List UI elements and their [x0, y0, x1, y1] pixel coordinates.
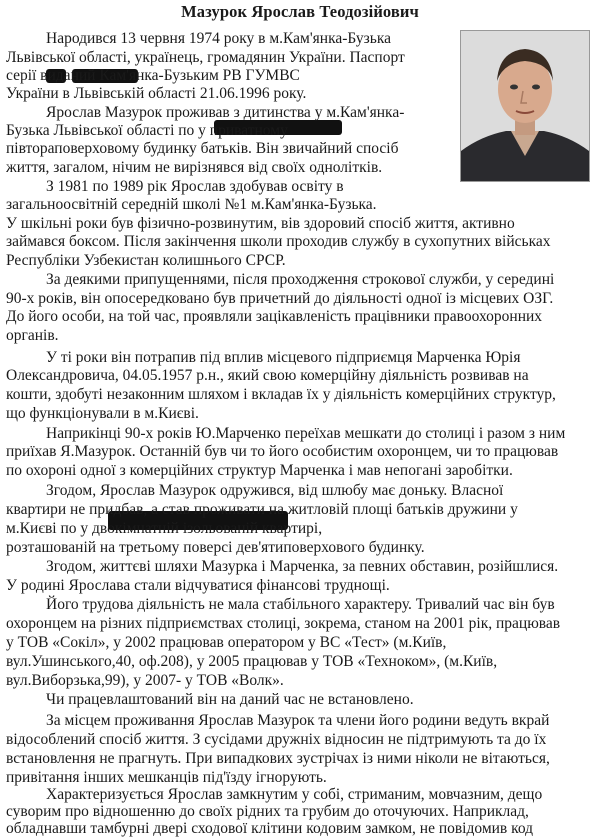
line-16: До його особи, на той час, проявляли зацікавленість працівники правоохоронних [6, 308, 543, 325]
line-34: вул.Ушинського,40, оф.208), у 2005 працював у ТОВ «Техноком», (м.Київ, [6, 653, 498, 670]
line-8: життя, загалом, нічим не вирізнявся від своїх однолітків. [6, 159, 383, 176]
line-15: 90-х років, він опосередковано був причетний до діяльності одної із місцевих ОЗГ. [6, 290, 554, 307]
line-9: З 1981 по 1989 рік Ярослав здобував освіту в [46, 178, 344, 195]
line-17: органів. [6, 327, 59, 344]
line-43: обладнавши тамбурні двері сходової клітини кодовим замком, не повідомив код [6, 820, 534, 837]
line-19: Олександровича, 04.05.1957 р.н., який свою комерційну діяльність розвивав на [6, 367, 529, 384]
line-10: загальноосвітній середній школі №1 м.Кам'янка-Бузька. [6, 196, 377, 213]
line-27: м.Києві по у двокімнатній ізольованій квартирі, [6, 520, 323, 537]
line-3: серії виданий Кам'янка-Бузьким РВ ГУМВС [6, 67, 300, 84]
line-42: суворим про відношенню до своїх рідних та грубим до оточуючих. Наприклад, [6, 803, 529, 820]
line-11: У шкільні роки був фізично-розвинутим, вів здоровий спосіб життя, активно [6, 215, 515, 232]
line-2: Львівської області, українець, громадянин України. Паспорт [6, 49, 405, 66]
line-37: За місцем проживання Ярослав Мазурок та члени його родини ведуть вкрай [46, 712, 550, 729]
line-25: Згодом, Ярослав Мазурок одружився, від шлюбу має доньку. Власної [46, 482, 504, 499]
line-14: За деякими припущеннями, після проходження строкової служби, у середині [46, 271, 555, 288]
line-31: Його трудова діяльність не мала стабільного характеру. Тривалий час він був [46, 596, 555, 613]
line-20: кошти, здобуті незаконним шляхом і вкладав їх у діяльність комерційних структур, [6, 386, 556, 403]
line-35: вул.Виборзька,99), у 2007- у ТОВ «Волк». [6, 672, 284, 689]
line-13: Республіки Узбекистан колишнього СРСР. [6, 252, 286, 269]
line-29: Згодом, життєві шляхи Мазурка і Марченка, за певних обставин, розійшлися. [46, 558, 559, 575]
line-12: займався боксом. Після закінчення школи проходив службу в сухопутних військах [6, 233, 551, 250]
line-26: квартири не придбав, а став проживати на житловій площі батьків дружини у [6, 501, 518, 518]
line-36: Чи працевлаштований він на даний час не встановлено. [46, 691, 414, 708]
line-6: Бузька Львівської області по у приватному [6, 122, 288, 139]
line-1: Народився 13 червня 1974 року в м.Кам'янка-Бузька [46, 30, 392, 47]
line-33: у ТОВ «Сокіл», у 2002 працював оператором у ВС «Тест» (м.Київ, [6, 634, 447, 651]
line-39: встановлення не прагнуть. При випадкових зустрічах із ними ніколи не вітаються, [6, 750, 550, 767]
line-5: Ярослав Мазурок проживав з дитинства у м.Кам'янка- [46, 104, 405, 121]
line-28: розташованій на третьому поверсі дев'ятиповерхового будинку. [6, 539, 425, 556]
document-title: Мазурок Ярослав Теодозійович [181, 2, 419, 21]
line-22: Наприкінці 90-х років Ю.Марченко переїхав мешкати до столиці і разом з ним [46, 425, 566, 442]
line-7: півтораповерховому будинку батьків. Він звичайний спосіб [6, 140, 399, 157]
line-23: приїхав Я.Мазурок. Останній був чи то його особистим охоронцем, чи то працював [6, 443, 559, 460]
line-30: У родині Ярослава стали відчуватися фінансові труднощі. [6, 577, 390, 594]
line-18: У ті роки він потрапив під вплив місцевого підприємця Марченка Юрія [46, 349, 521, 366]
line-21: що функціонували в м.Києві. [6, 405, 199, 422]
line-41: Характеризується Ярослав замкнутим у собі, стриманим, мовчазним, дещо [46, 786, 543, 803]
line-40: привітання інших мешканців під'їзду ігнорують. [6, 769, 327, 786]
portrait-photo [460, 30, 590, 182]
line-24: по охороні одної з комерційних структур Марченка і мав непогані заробітки. [6, 462, 513, 479]
line-4: України в Львівській області 21.06.1996 року. [6, 85, 307, 102]
portrait-photo-image [461, 31, 589, 181]
line-38: відособлений спосіб життя. З сусідами дружніх відносин не підтримують та до їх [6, 731, 547, 748]
line-32: охоронцем на різних підприємствах столиці, зокрема, станом на 2001 рік, працював [6, 615, 561, 632]
